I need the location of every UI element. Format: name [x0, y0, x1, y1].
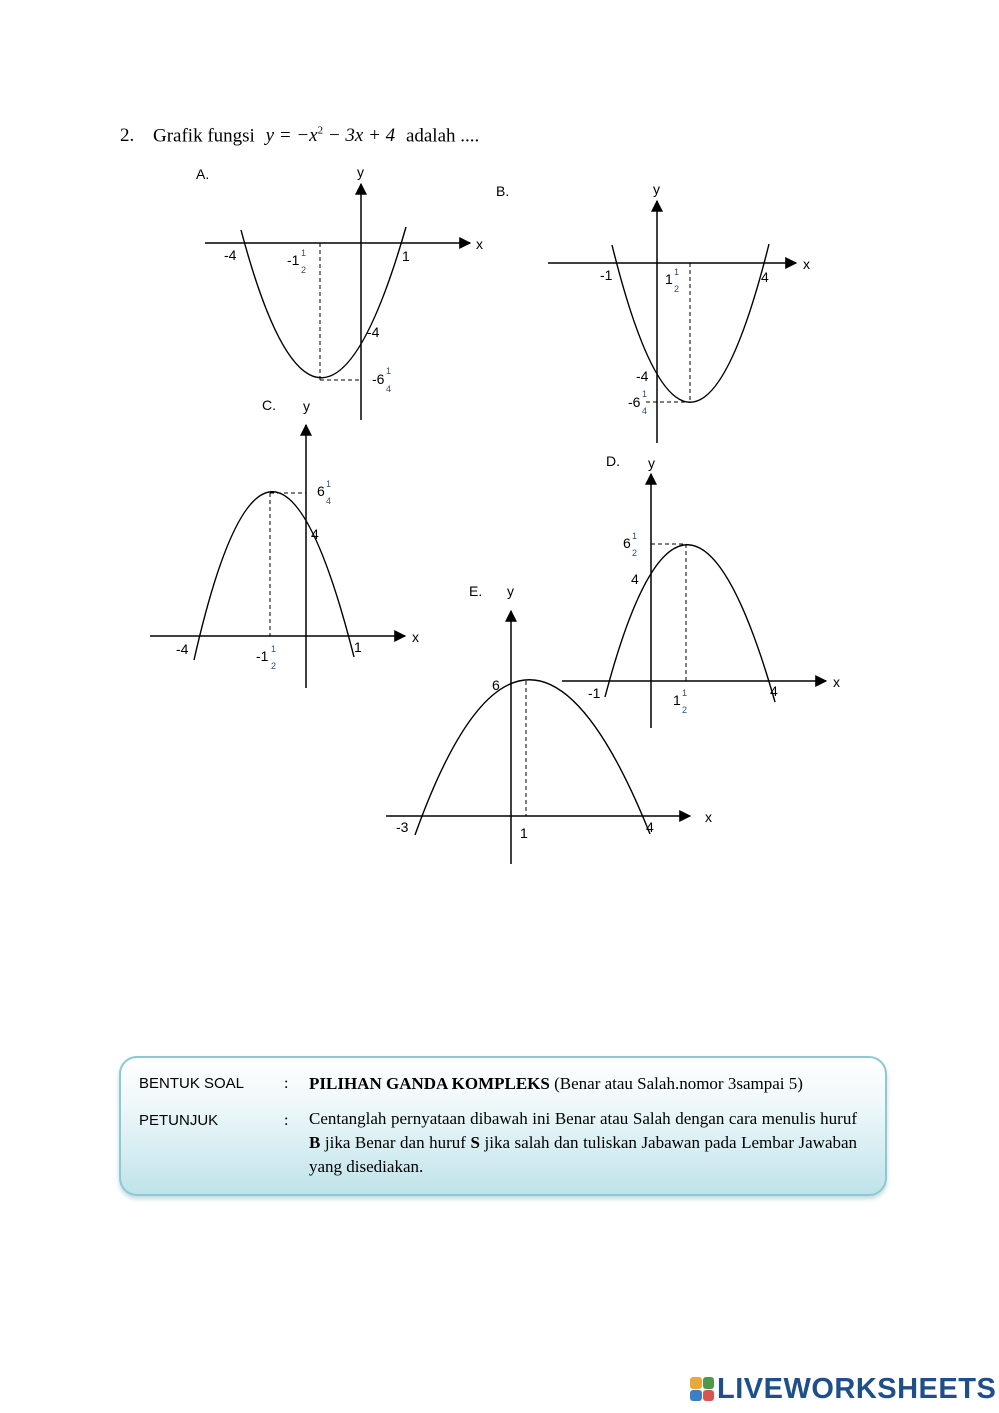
- y-axis-label: y: [653, 181, 660, 197]
- x-axis-label: x: [833, 674, 840, 690]
- graph-option-e[interactable]: [386, 583, 712, 864]
- instruction-label: PETUNJUK: [139, 1112, 219, 1129]
- x-tick-fraction-num: 1: [682, 688, 688, 698]
- y-axis-label: y: [648, 455, 655, 471]
- x-axis-label: x: [705, 809, 712, 825]
- x-tick-fraction-den: 2: [682, 705, 688, 715]
- x-tick-label: 4: [646, 819, 654, 835]
- option-a-letter: A.: [196, 166, 210, 182]
- x-tick-fraction-num: 1: [301, 248, 307, 258]
- parabola-curve: [415, 680, 650, 835]
- graph-option-c[interactable]: [150, 397, 419, 688]
- x-tick-label: 1: [665, 271, 673, 287]
- y-tick-fraction-num: 1: [642, 389, 648, 399]
- y-tick-label: -4: [636, 368, 649, 384]
- x-tick-label: 1: [402, 248, 410, 264]
- option-b-letter: B.: [496, 183, 510, 199]
- y-tick-fraction-num: 1: [632, 531, 638, 541]
- option-c-letter: C.: [262, 397, 276, 413]
- question-type-row: [139, 1072, 857, 1098]
- y-tick-fraction-num: 1: [386, 366, 392, 376]
- y-tick-label: 4: [311, 526, 319, 542]
- question-type-label: BENTUK SOAL: [139, 1075, 245, 1092]
- y-tick-label: 6: [317, 483, 325, 499]
- x-tick-label: 1: [673, 692, 681, 708]
- x-tick-fraction-den: 2: [301, 265, 307, 275]
- x-tick-label: -4: [224, 247, 237, 263]
- x-tick-label: 4: [770, 683, 778, 699]
- colon: :: [284, 1075, 289, 1092]
- question-lead: Grafik fungsi: [153, 125, 255, 147]
- y-tick-label: -6: [372, 371, 385, 387]
- y-tick-label: -4: [367, 324, 380, 340]
- y-tick-fraction-den: 4: [326, 496, 332, 506]
- x-tick-label: 4: [761, 269, 769, 285]
- question-type-value: PILIHAN GANDA KOMPLEKS (Benar atau Salah.nomor 3sampai 5): [309, 1074, 803, 1093]
- x-tick-label: -3: [396, 819, 409, 835]
- x-tick-label: -1: [588, 685, 601, 701]
- y-tick-fraction-num: 1: [326, 479, 332, 489]
- y-tick-label: -6: [628, 394, 641, 410]
- x-tick-label: -1: [256, 648, 269, 664]
- y-axis-label: y: [303, 398, 310, 414]
- instruction-box: [119, 1056, 887, 1196]
- y-tick-fraction-den: 4: [386, 384, 392, 394]
- x-axis-label: x: [412, 629, 419, 645]
- liveworksheets-brand: [690, 1372, 996, 1406]
- option-e-letter: E.: [469, 583, 483, 599]
- parabola-curve: [605, 545, 775, 702]
- graph-option-a[interactable]: [196, 164, 483, 420]
- liveworksheets-logo-icon: [690, 1377, 714, 1401]
- y-axis-label: y: [357, 164, 364, 180]
- x-tick-label: -4: [176, 641, 189, 657]
- y-axis-label: y: [507, 583, 514, 599]
- graph-option-d[interactable]: [562, 453, 840, 728]
- question-number: 2.: [120, 125, 135, 147]
- graph-option-b[interactable]: [496, 181, 810, 443]
- x-tick-fraction-num: 1: [674, 267, 680, 277]
- x-tick-label: 1: [354, 639, 362, 655]
- x-tick-label: -1: [287, 252, 300, 268]
- x-tick-label: 1: [520, 825, 528, 841]
- question-tail: adalah ....: [405, 125, 480, 147]
- y-tick-fraction-den: 4: [642, 406, 648, 416]
- parabola-curve: [194, 492, 354, 660]
- brand-name: LIVEWORKSHEETS: [717, 1372, 997, 1405]
- parabola-curve: [241, 227, 406, 378]
- x-tick-fraction-den: 2: [674, 284, 680, 294]
- y-tick-fraction-den: 2: [632, 548, 638, 558]
- x-axis-label: x: [803, 256, 810, 272]
- y-tick-label: 6: [492, 677, 500, 693]
- y-tick-label: 6: [623, 535, 631, 551]
- option-d-letter: D.: [606, 453, 620, 469]
- colon: :: [284, 1112, 289, 1129]
- x-tick-fraction-den: 2: [271, 661, 277, 671]
- function-equation: $y = -x^2 - 3x + 4$: [265, 125, 396, 147]
- x-tick-fraction-num: 1: [271, 644, 277, 654]
- instruction-row: [139, 1107, 857, 1183]
- x-axis-label: x: [476, 236, 483, 252]
- instruction-text: Centanglah pernyataan dibawah ini Benar atau Salah dengan cara menulis huruf B jika Benar dan huruf S jika salah dan tuliskan Jabawan pada Lembar Jawaban yang disediakan.: [309, 1109, 858, 1176]
- y-tick-label: 4: [631, 571, 639, 587]
- x-tick-label: -1: [600, 267, 613, 283]
